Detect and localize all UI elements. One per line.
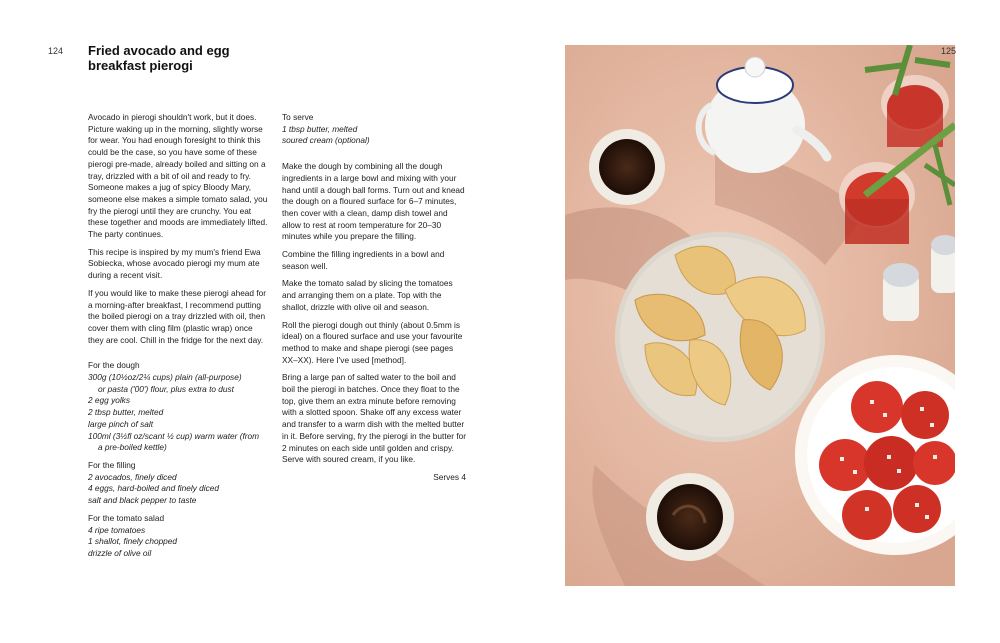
salad-heading: For the tomato salad	[88, 512, 165, 523]
intro-column	[88, 112, 270, 566]
coffee-cup-top	[589, 129, 665, 205]
method-step-5: Bring a large pan of salted water to the boil and boil the pierogi in batches. Once they float to the top, give them an extra minute before removing with a slotted spoon. Shake off any excess water and transfer to a warm dish with the melted butter in it. Before serving, fry the pierogi in the butter for 2 minutes on each side until golden and crispy. Serve with soured cream, if you like.	[282, 372, 467, 465]
dough-item: a pre-boiled kettle)	[98, 442, 167, 453]
recipe-title-line-2: breakfast pierogi	[88, 58, 193, 73]
serve-item: soured cream (optional)	[282, 135, 370, 146]
intro-paragraph-3: If you would like to make these pierogi ahead for a morning-after breakfast, I recommend putting the boiled pierogi on a tray drizzled with oil, then cover them with cling film (plastic wrap) once they are cool. Chill in the fridge for the next day.	[88, 287, 267, 345]
method-step-1: Make the dough by combining all the dough ingredients in a large bowl and mixing with your hand until a dough ball forms. Turn out and knead the dough on a floured surface for 6–7 minutes, then cover with a clean, damp dish towel and allow to rest at room temperature for 20–30 minutes while you prepare the filling.	[282, 161, 465, 242]
salt-shaker	[883, 263, 919, 321]
serve-heading: To serve	[282, 112, 314, 122]
serve-ingredients	[282, 112, 466, 147]
method-step-3: Make the tomato salad by slicing the tomatoes and arranging them on a plate. Top with the shallot, drizzle with olive oil and season.	[282, 278, 453, 312]
page-number-left: 124	[48, 46, 64, 56]
serve-item: 1 tbsp butter, melted	[282, 123, 358, 134]
method-step-2: Combine the filling ingredients in a bowl and season well.	[282, 249, 445, 271]
dough-item: 2 tbsp butter, melted	[88, 407, 164, 418]
recipe-title	[88, 43, 278, 73]
pepper-shaker	[931, 235, 955, 293]
method-column	[282, 112, 466, 484]
coffee-cup-bottom	[646, 473, 734, 561]
recipe-title-line-1: Fried avocado and egg	[88, 43, 230, 58]
filling-item: 2 avocados, finely diced	[88, 471, 177, 482]
filling-ingredients	[88, 460, 270, 507]
salad-item: 4 ripe tomatoes	[88, 524, 146, 535]
page-number-right: 125	[941, 46, 957, 56]
food-photo	[565, 45, 955, 586]
intro-paragraph-2: This recipe is inspired by my mum's friend Ewa Sobiecka, whose avocado pierogi my mum ate during a recent visit.	[88, 246, 261, 281]
intro-paragraph-1: Avocado in pierogi shouldn't work, but it does. Picture waking up in the morning, slightly worse for wear. You had enough foresight to think this could be the case, so you have some of these pierogi pre-made, already boiled and sitting on a tray, drizzled with a bit of oil and ready to fry. Someone makes a jug of spicy Bloody Mary, someone else makes a simple tomato salad, you fry the pierogi until they are crunchy. You eat these together and moods are immediately lifted. The party continues.	[88, 112, 268, 240]
serves-count: Serves 4	[433, 471, 466, 482]
dough-item: 2 egg yolks	[88, 395, 130, 406]
filling-item: 4 eggs, hard-boiled and finely diced	[88, 483, 219, 494]
salad-ingredients	[88, 513, 270, 560]
dough-item: 300g (10½oz/2¼ cups) plain (all-purpose)	[88, 372, 242, 383]
filling-item: salt and black pepper to taste	[88, 495, 197, 506]
dough-item: large pinch of salt	[88, 418, 154, 429]
pierogi-plate	[615, 232, 825, 442]
dough-item: or pasta ('00') flour, plus extra to dust	[98, 383, 234, 394]
dough-heading: For the dough	[88, 360, 140, 371]
salad-item: 1 shallot, finely chopped	[88, 536, 178, 547]
dough-ingredients	[88, 360, 270, 454]
dough-item: 100ml (3½fl oz/scant ½ cup) warm water (from	[88, 430, 260, 441]
filling-heading: For the filling	[88, 459, 136, 470]
salad-item: drizzle of olive oil	[88, 547, 152, 558]
method-step-4: Roll the pierogi dough out thinly (about 0.5mm is ideal) on a floured surface and use your favourite method to make and shape pierogi (see pages XX–XX). Here I've used [method].	[282, 319, 463, 365]
